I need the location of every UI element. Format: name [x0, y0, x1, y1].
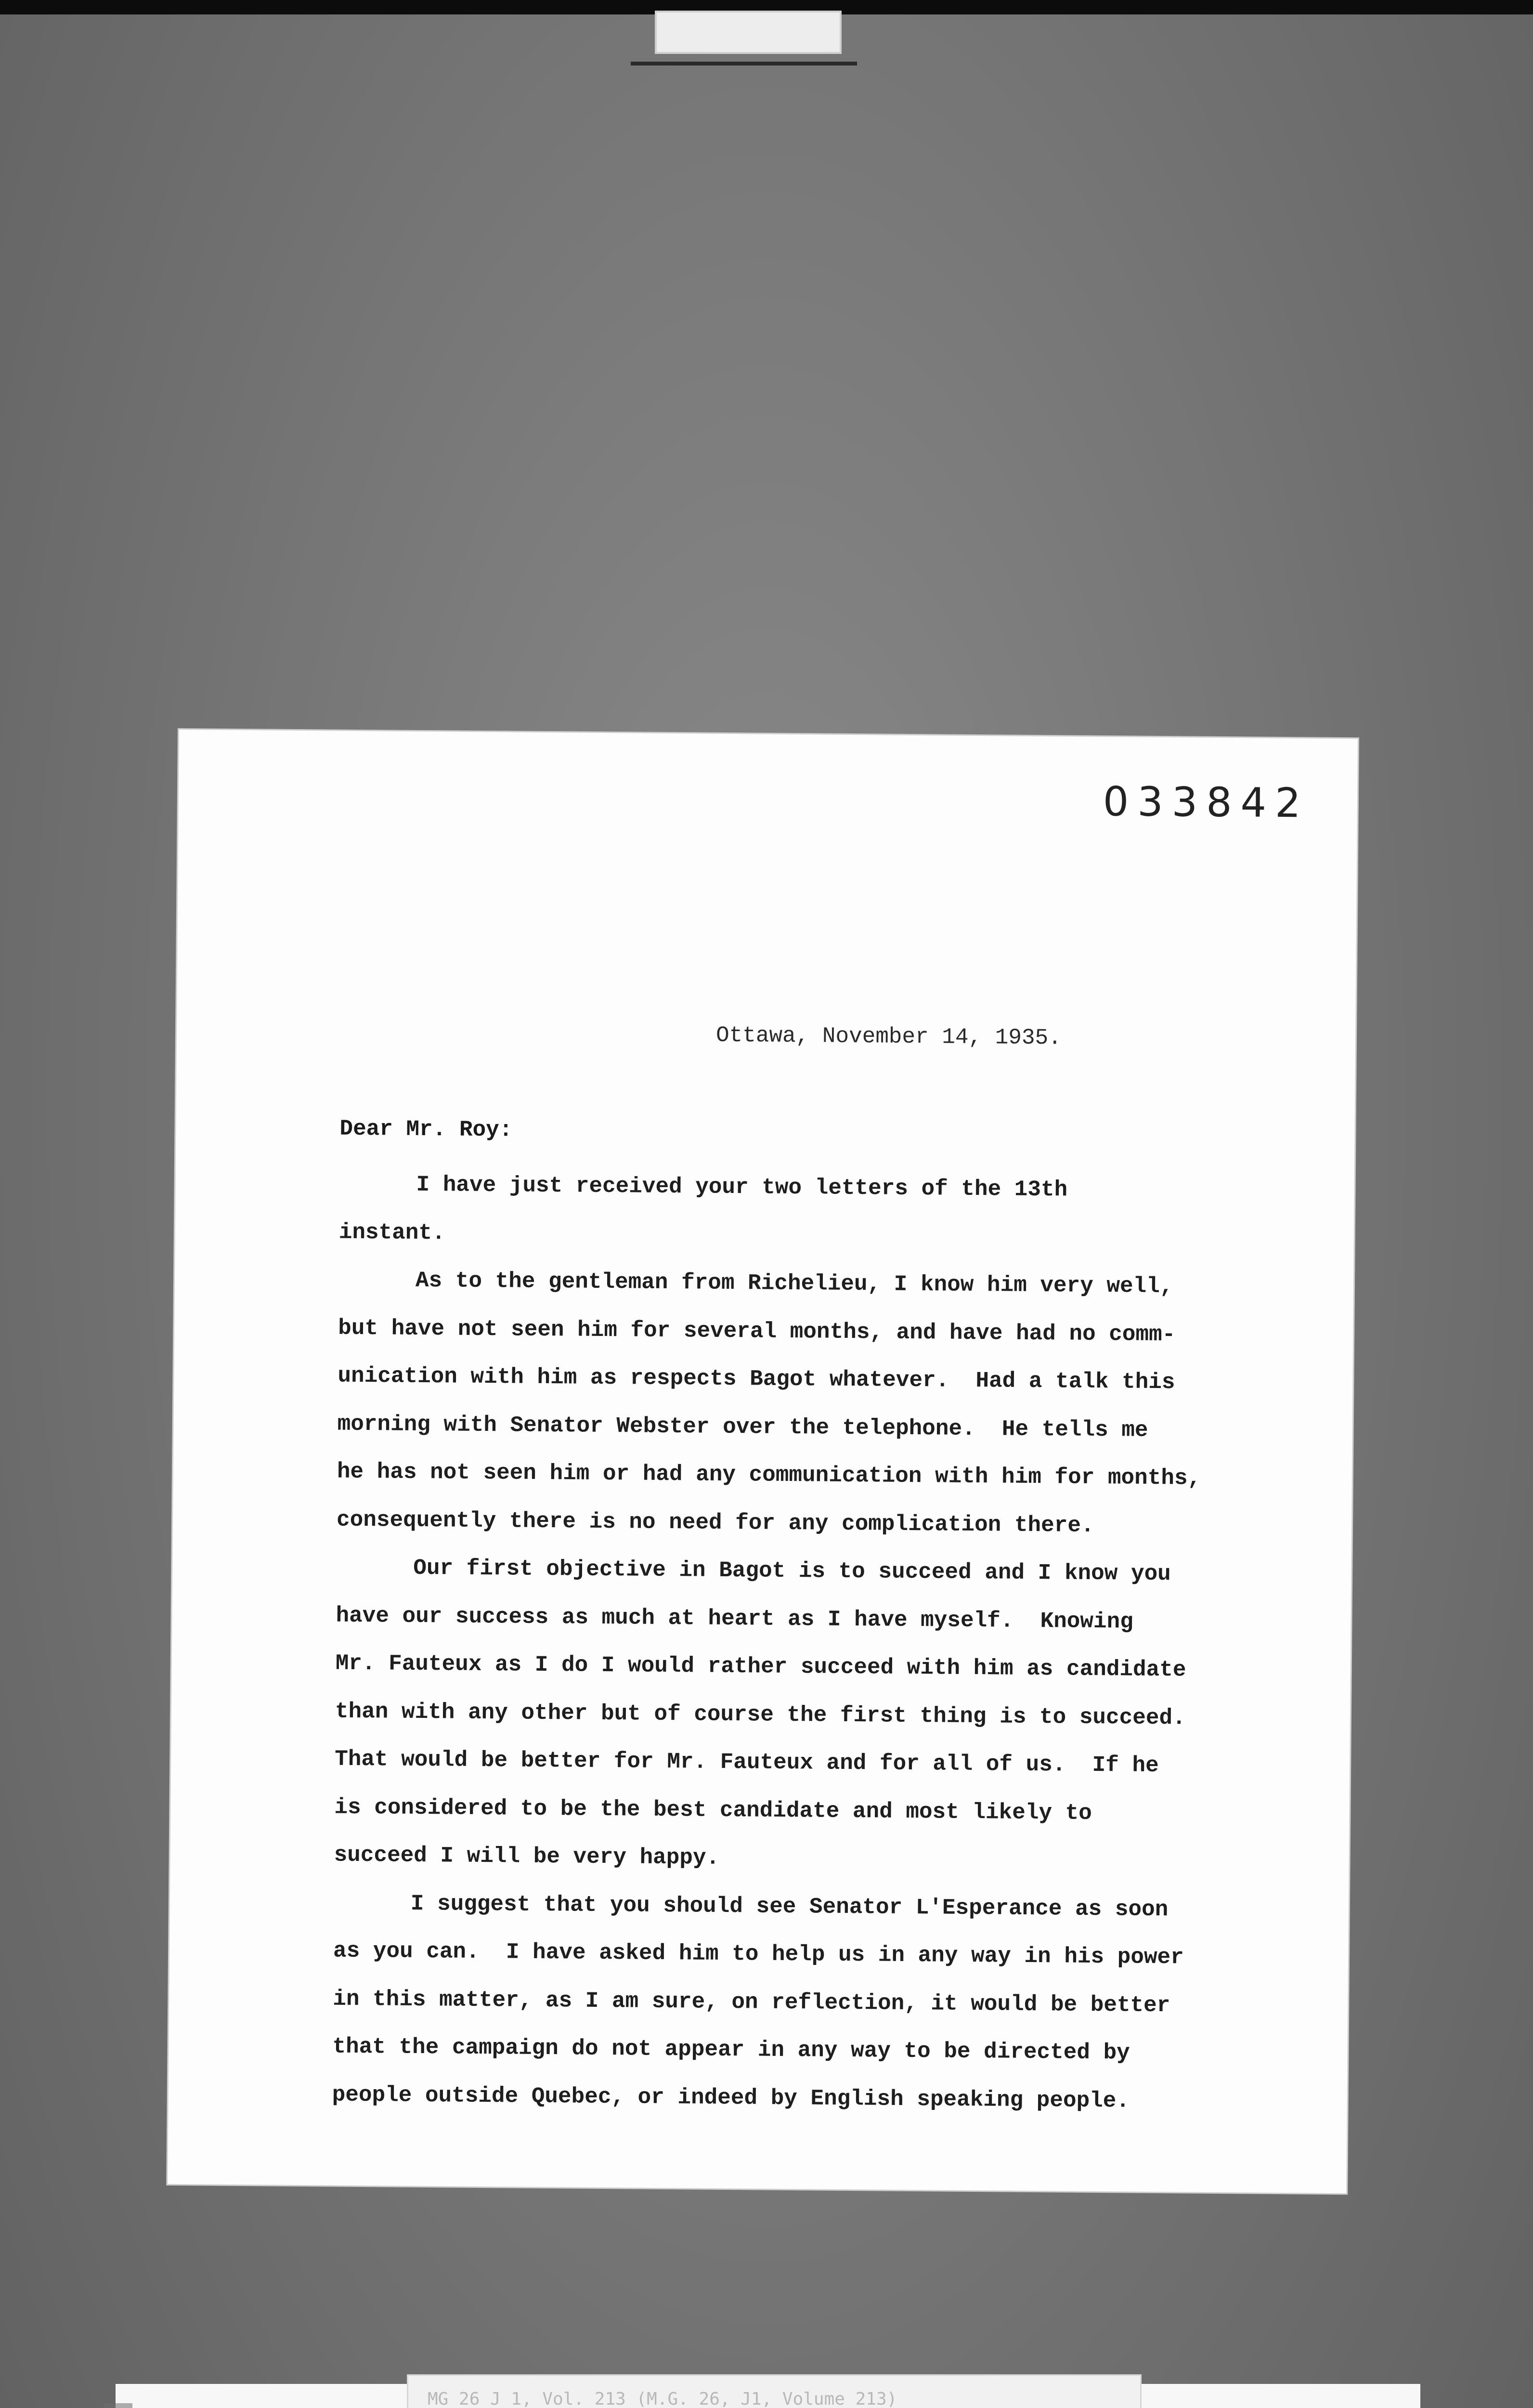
letter-line: morning with Senator Webster over the telephone. He tells me — [337, 1411, 1148, 1443]
letter-line: Our first objective in Bagot is to succeed and I know you — [413, 1555, 1171, 1587]
letter-page — [168, 730, 1358, 2193]
letter-line: succeed I will be very happy. — [334, 1842, 720, 1871]
salutation: Dear Mr. Roy: — [339, 1116, 513, 1143]
letter-line: instant. — [338, 1219, 445, 1245]
letter-line: have our success as much at heart as I have myself. Knowing — [336, 1603, 1134, 1635]
dateline: Ottawa, November 14, 1935. — [715, 1022, 1062, 1051]
letter-line: I suggest that you should see Senator L'Esperance as soon — [410, 1891, 1169, 1922]
letter-line: consequently there is no need for any complication there. — [336, 1507, 1094, 1538]
archive-reference-strip — [407, 2374, 1142, 2408]
letter-line: unication with him as respects Bagot whatever. Had a talk this — [338, 1363, 1175, 1395]
letter-line: people outside Quebec, or indeed by English speaking people. — [332, 2082, 1130, 2114]
letter-line: in this matter, as I am sure, on reflection, it would be better — [333, 1986, 1170, 2018]
letter-line: Mr. Fauteux as I do I would rather succeed with him as candidate — [335, 1650, 1186, 1683]
letter-line: As to the gentleman from Richelieu, I know him very well, — [415, 1268, 1173, 1299]
letter-line: than with any other but of course the first thing is to succeed. — [335, 1699, 1186, 1730]
document-number: 033842 — [1103, 778, 1310, 827]
letter-line: he has not seen him or had any communication with him for months, — [337, 1459, 1201, 1491]
letter-line: That would be better for Mr. Fauteux and for all of us. If he — [335, 1746, 1159, 1779]
tape-left — [104, 2403, 132, 2408]
archive-reference-text: MG 26 J 1, Vol. 213 (M.G. 26, J1, Volume 213) — [428, 2389, 897, 2408]
top-tab-shadow — [631, 62, 857, 65]
letter-line: that the campaign do not appear in any way to be directed by — [332, 2034, 1130, 2066]
letter-line: is considered to be the best candidate and most likely to — [334, 1794, 1092, 1826]
letter-line: as you can. I have asked him to help us in any way in his power — [333, 1938, 1184, 1970]
top-tab — [655, 11, 842, 54]
letter-line: I have just received your two letters of the 13th — [416, 1172, 1068, 1203]
letter-line: but have not seen him for several months, and have had no comm- — [338, 1315, 1176, 1347]
